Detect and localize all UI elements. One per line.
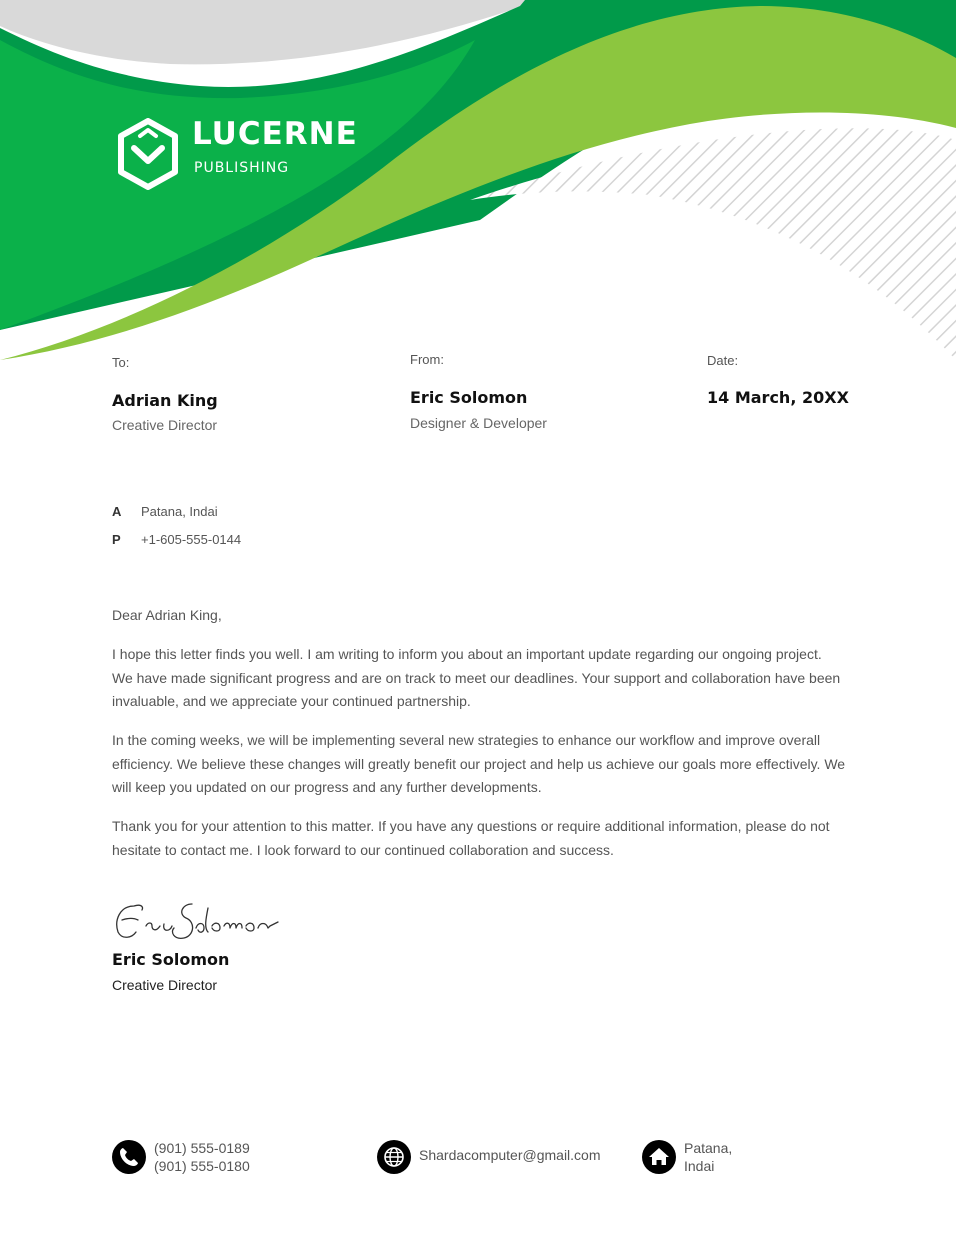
phone-icon <box>112 1140 146 1174</box>
address-key: A <box>112 504 122 519</box>
sender-name: Eric Solomon <box>410 388 528 407</box>
signoff-title: Creative Director <box>112 977 218 993</box>
phone-row <box>112 532 241 547</box>
phone-key: P <box>112 532 121 547</box>
footer-phones <box>154 1139 250 1175</box>
sender-role: Designer & Developer <box>410 415 547 431</box>
brand-logo-icon <box>116 118 180 190</box>
address-value: Patana, Indai <box>141 504 218 519</box>
signoff-name: Eric Solomon <box>112 950 230 969</box>
recipient-name: Adrian King <box>112 391 218 410</box>
brand-name: LUCERNE <box>192 116 358 152</box>
date-label: Date: <box>707 353 739 368</box>
footer-address <box>684 1139 732 1175</box>
date-value: 14 March, 20XX <box>707 388 849 407</box>
letter-paragraph: I hope this letter finds you well. I am writing to inform you about an important update regarding our ongoing project. We have made significant progress and are on track to meet our deadlines. Your support and collaboration have been invaluable, and we appreciate your continued partnership. <box>112 646 841 709</box>
letter-paragraph: Thank you for your attention to this matter. If you have any questions or require additional information, please do not hesitate to contact me. I look forward to our continued collaboration and success. <box>112 818 830 858</box>
address-row <box>112 504 218 519</box>
letter-greeting: Dear Adrian King, <box>112 607 222 623</box>
handwritten-signature <box>112 896 282 946</box>
sender-label: From: <box>410 352 444 367</box>
letter-body <box>112 604 846 878</box>
globe-icon <box>377 1140 411 1174</box>
footer-phone-1: (901) 555-0189 <box>154 1140 250 1156</box>
header-wave-art <box>0 0 956 380</box>
footer-address-line-1: Patana, <box>684 1140 733 1156</box>
phone-value: +1-605-555-0144 <box>141 532 242 547</box>
home-icon <box>642 1140 676 1174</box>
recipient-role: Creative Director <box>112 417 218 433</box>
footer-email: Shardacomputer@gmail.com <box>419 1147 601 1163</box>
letter-paragraph: In the coming weeks, we will be implementing several new strategies to enhance our workflow and improve overall efficiency. We believe these changes will greatly benefit our project and help us achieve our goals more effectively. We will keep you updated on our progress and any further developments. <box>112 732 846 795</box>
footer-address-line-2: Indai <box>684 1158 715 1174</box>
footer-phone-2: (901) 555-0180 <box>154 1158 250 1174</box>
brand-subtitle: PUBLISHING <box>194 160 290 176</box>
recipient-label: To: <box>112 355 130 370</box>
